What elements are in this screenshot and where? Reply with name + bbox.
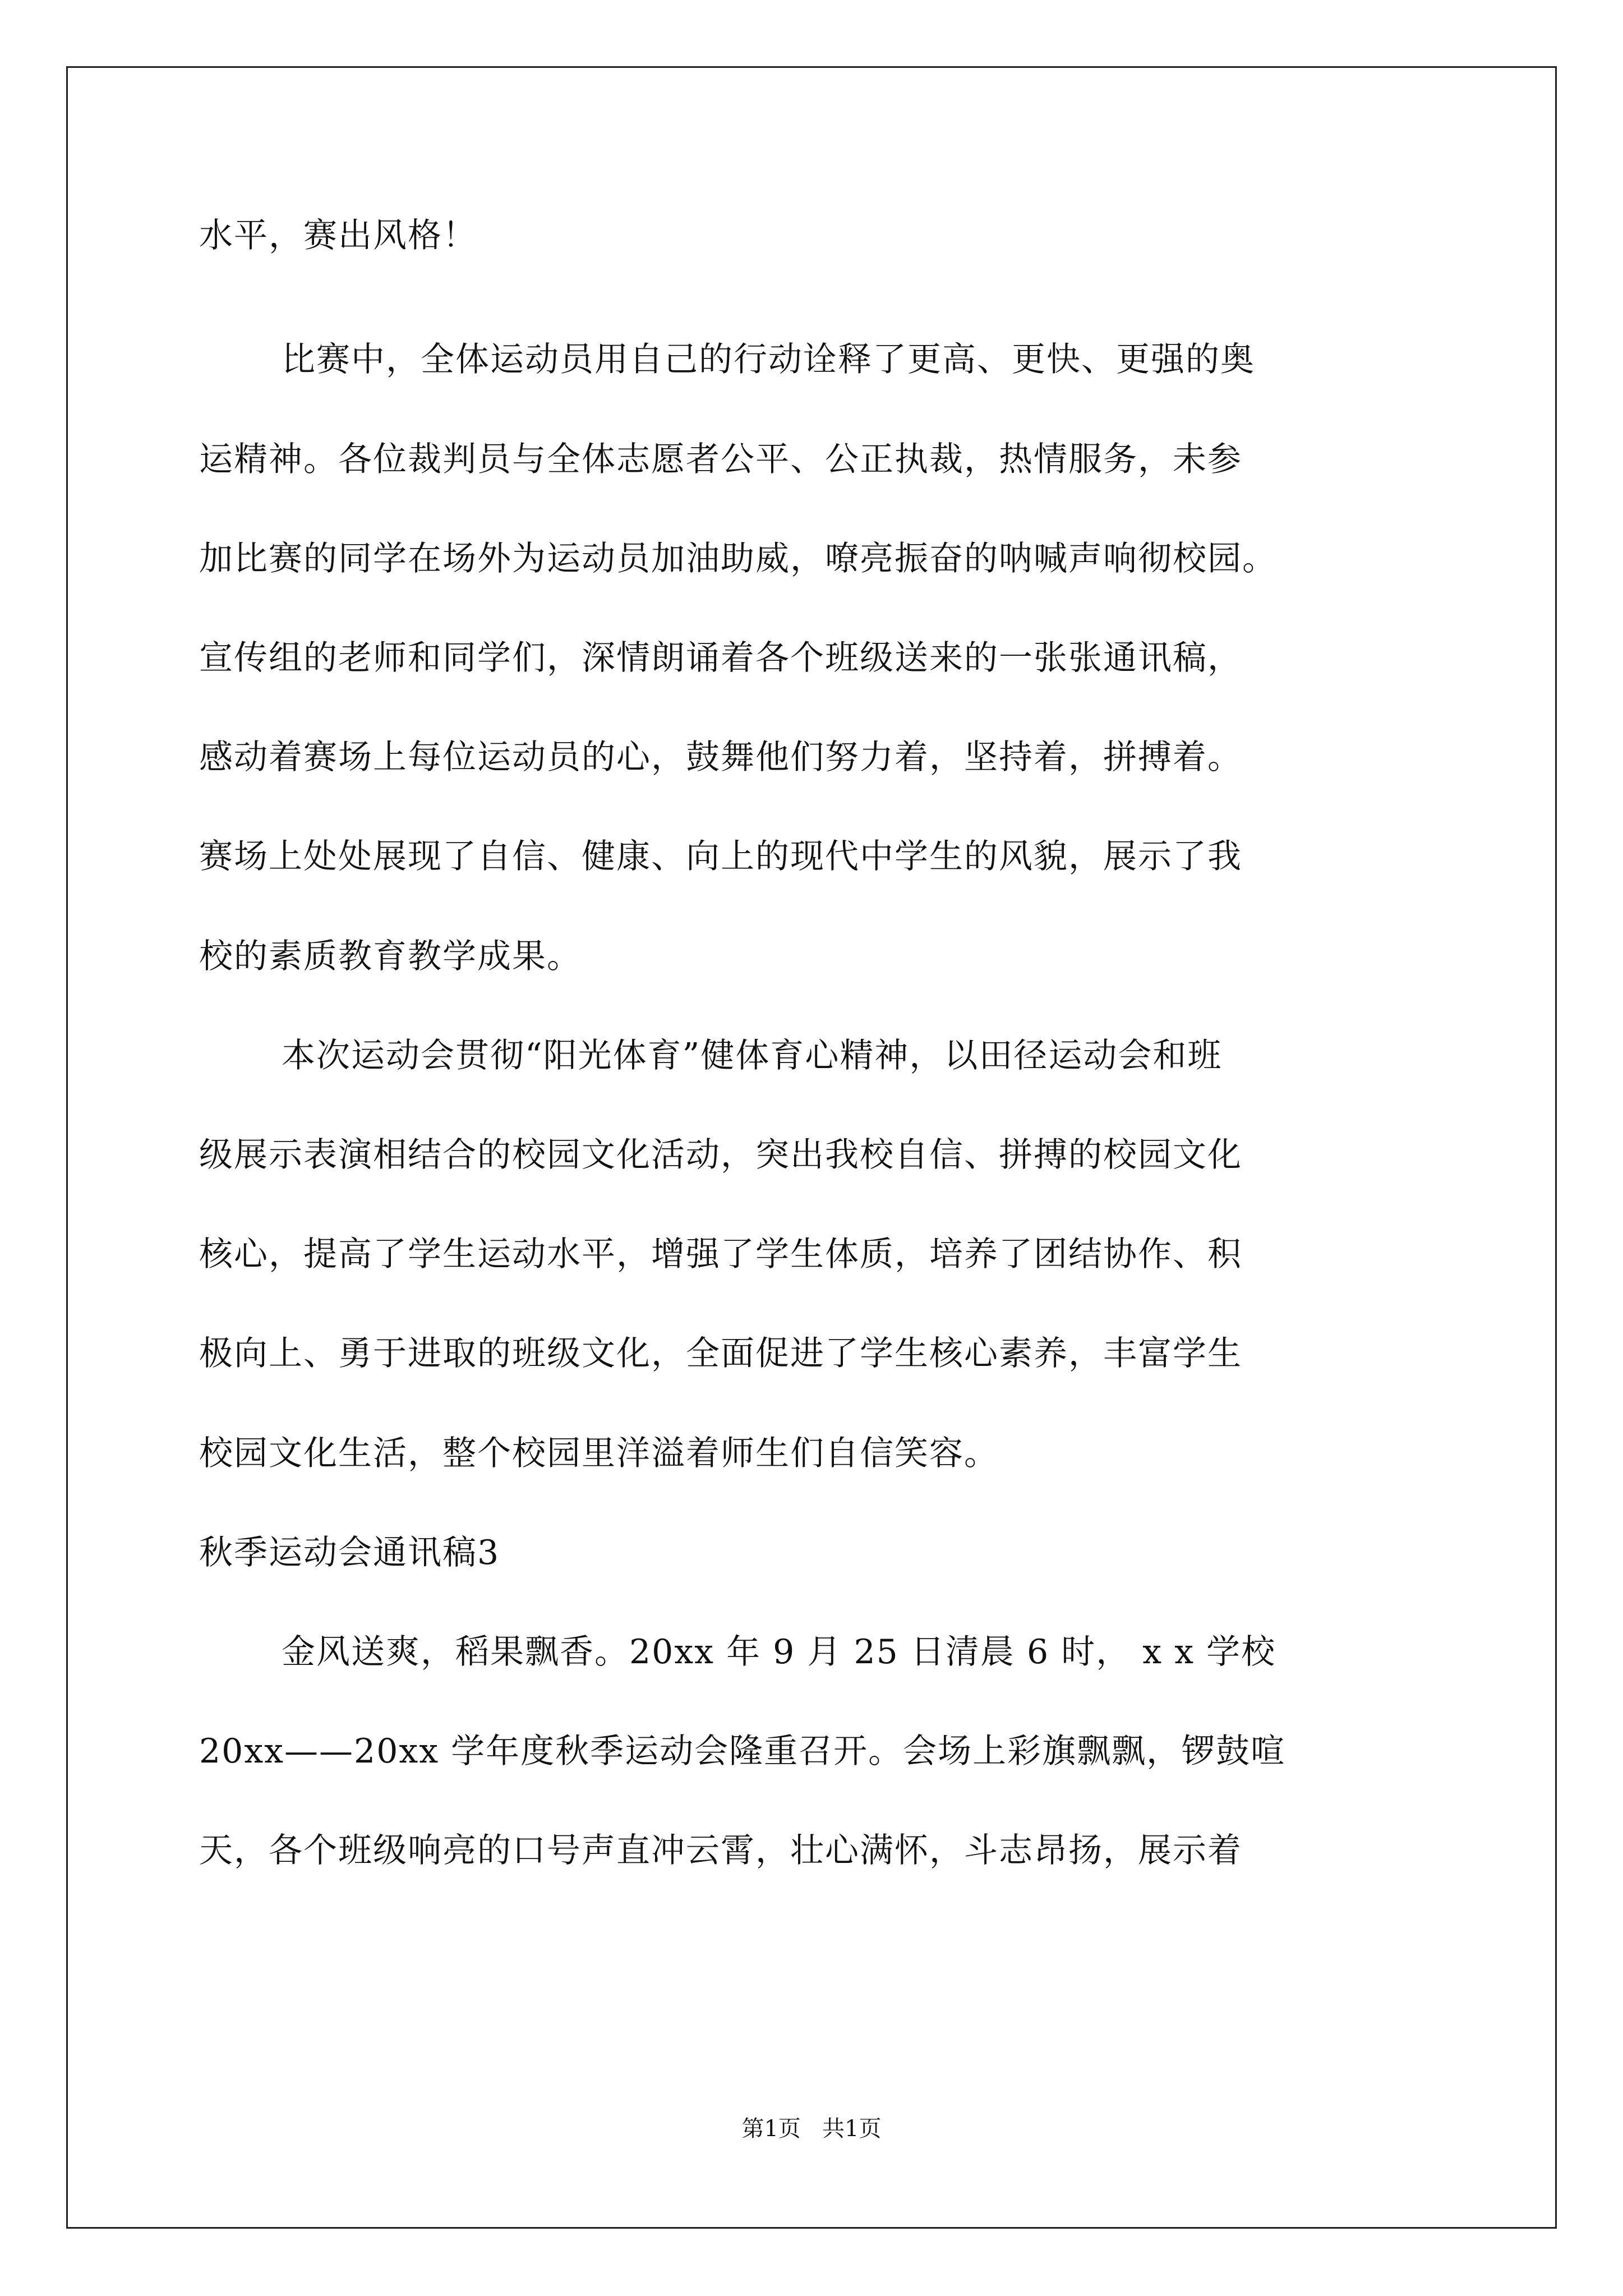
text-line: 加比赛的同学在场外为运动员加油助威，嘹亮振奋的呐喊声响彻校园。 bbox=[199, 539, 1277, 578]
page-number-footer: 第1页 共1页 bbox=[741, 2116, 882, 2142]
text-line: 水平，赛出风格！ bbox=[199, 216, 477, 255]
text-line: 级展示表演相结合的校园文化活动，突出我校自信、拼搏的校园文化 bbox=[199, 1135, 1242, 1175]
text-line: 校的素质教育教学成果。 bbox=[199, 937, 582, 976]
text-line: 天，各个班级响亮的口号声直冲云霄，壮心满怀，斗志昂扬，展示着 bbox=[199, 1831, 1242, 1870]
paragraph-start-line: 比赛中，全体运动员用自己的行动诠释了更高、更快、更强的奥 bbox=[282, 340, 1255, 379]
section-heading: 秋季运动会通讯稿3 bbox=[199, 1533, 500, 1572]
text-line: 赛场上处处展现了自信、健康、向上的现代中学生的风貌，展示了我 bbox=[199, 837, 1242, 876]
text-line: 20xx——20xx 学年度秋季运动会隆重召开。会场上彩旗飘飘，锣鼓喧 bbox=[199, 1732, 1286, 1771]
text-line: 极向上、勇于进取的班级文化，全面促进了学生核心素养，丰富学生 bbox=[199, 1334, 1242, 1373]
paragraph-start-line: 本次运动会贯彻“阳光体育”健体育心精神，以田径运动会和班 bbox=[282, 1036, 1223, 1075]
text-line: 运精神。各位裁判员与全体志愿者公平、公正执裁，热情服务，未参 bbox=[199, 440, 1242, 479]
text-line: 校园文化生活，整个校园里洋溢着师生们自信笑容。 bbox=[199, 1434, 999, 1473]
text-line: 宣传组的老师和同学们，深情朗诵着各个班级送来的一张张通讯稿， bbox=[199, 638, 1242, 678]
text-line: 感动着赛场上每位运动员的心，鼓舞他们努力着，坚持着，拼搏着。 bbox=[199, 738, 1242, 777]
paragraph-start-line: 金风送爽，稻果飘香。20xx 年 9 月 25 日清晨 6 时， x x 学校 bbox=[282, 1632, 1276, 1672]
text-line: 核心，提高了学生运动水平，增强了学生体质，培养了团结协作、积 bbox=[199, 1235, 1242, 1274]
